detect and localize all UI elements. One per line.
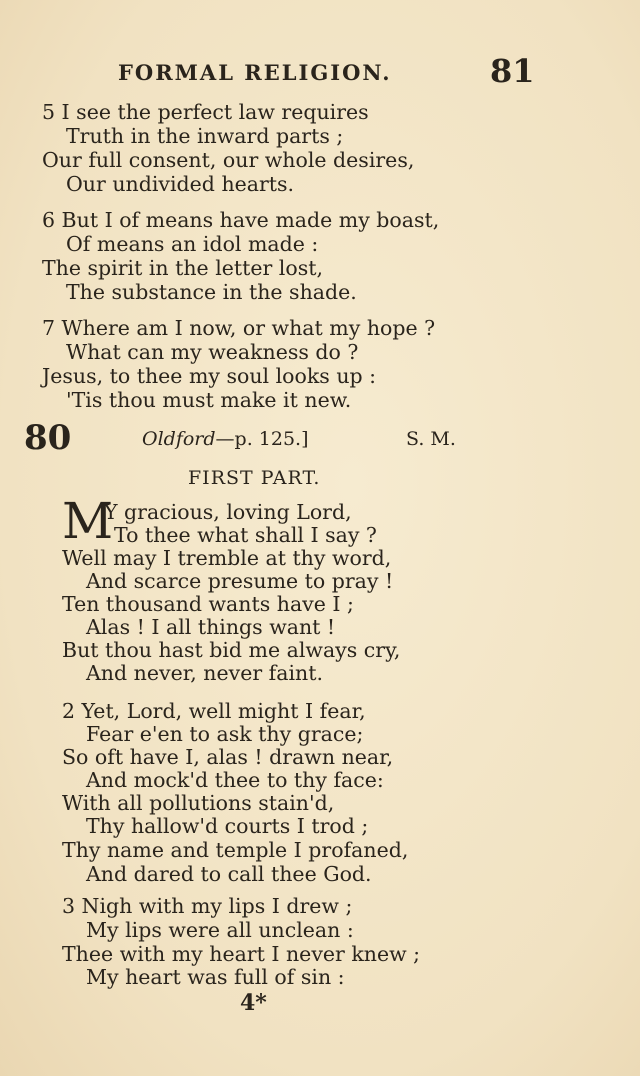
verse-line: And never, never faint.	[86, 661, 323, 685]
tune-page-ref: —p. 125.]	[215, 428, 309, 450]
running-title: FORMAL RELIGION.	[118, 60, 392, 85]
verse-line: Our undivided hearts.	[66, 172, 295, 196]
verse-line: Well may I tremble at thy word,	[62, 546, 392, 570]
verse-line: Our full consent, our whole desires,	[42, 148, 415, 172]
verse-line: Of means an idol made :	[66, 232, 319, 256]
verse-line: And scarce presume to pray !	[86, 569, 394, 593]
hymn-header	[0, 418, 640, 462]
verse-line: Thy hallow'd courts I trod ;	[86, 814, 369, 838]
signature-mark: 4*	[240, 990, 267, 1016]
part-title: FIRST PART.	[188, 467, 321, 489]
hymn-number: 80	[24, 418, 72, 458]
verse-line: And dared to call thee God.	[86, 862, 372, 886]
verse-line: 6 But I of means have made my boast,	[42, 208, 440, 232]
verse-line: Fear e'en to ask thy grace;	[86, 722, 364, 746]
verse-line: Truth in the inward parts ;	[66, 124, 344, 148]
page-header	[0, 52, 640, 92]
verse-line: Ten thousand wants have I ;	[62, 592, 354, 616]
verse-line: 'Tis thou must make it new.	[66, 388, 352, 412]
verse-line: Y gracious, loving Lord,	[104, 500, 352, 524]
verse-line: With all pollutions stain'd,	[62, 791, 335, 815]
verse-line: The spirit in the letter lost,	[42, 256, 323, 280]
hymn-meter: S. M.	[406, 428, 456, 450]
verse-line: Jesus, to thee my soul looks up :	[42, 364, 377, 388]
verse-line: The substance in the shade.	[66, 280, 357, 304]
verse-line: 7 Where am I now, or what my hope ?	[42, 316, 436, 340]
tune-reference	[142, 428, 309, 450]
drop-cap: M	[62, 492, 114, 550]
verse-line: Alas ! I all things want !	[86, 615, 336, 639]
verse-line: My lips were all unclean :	[86, 918, 354, 942]
verse-line: 3 Nigh with my lips I drew ;	[62, 894, 353, 918]
tune-name: Oldford	[142, 428, 216, 450]
page-number: 81	[490, 52, 535, 90]
verse-line: 5 I see the perfect law requires	[42, 100, 369, 124]
verse-line: Thee with my heart I never knew ;	[62, 942, 421, 966]
verse-line: What can my weakness do ?	[66, 340, 359, 364]
verse-line: Thy name and temple I profaned,	[62, 838, 409, 862]
verse-line: But thou hast bid me always cry,	[62, 638, 401, 662]
verse-line: And mock'd thee to thy face:	[86, 768, 384, 792]
verse-line: To thee what shall I say ?	[114, 523, 377, 547]
verse-line: 2 Yet, Lord, well might I fear,	[62, 699, 366, 723]
verse-line: So oft have I, alas ! drawn near,	[62, 745, 394, 769]
verse-line: My heart was full of sin :	[86, 965, 345, 989]
